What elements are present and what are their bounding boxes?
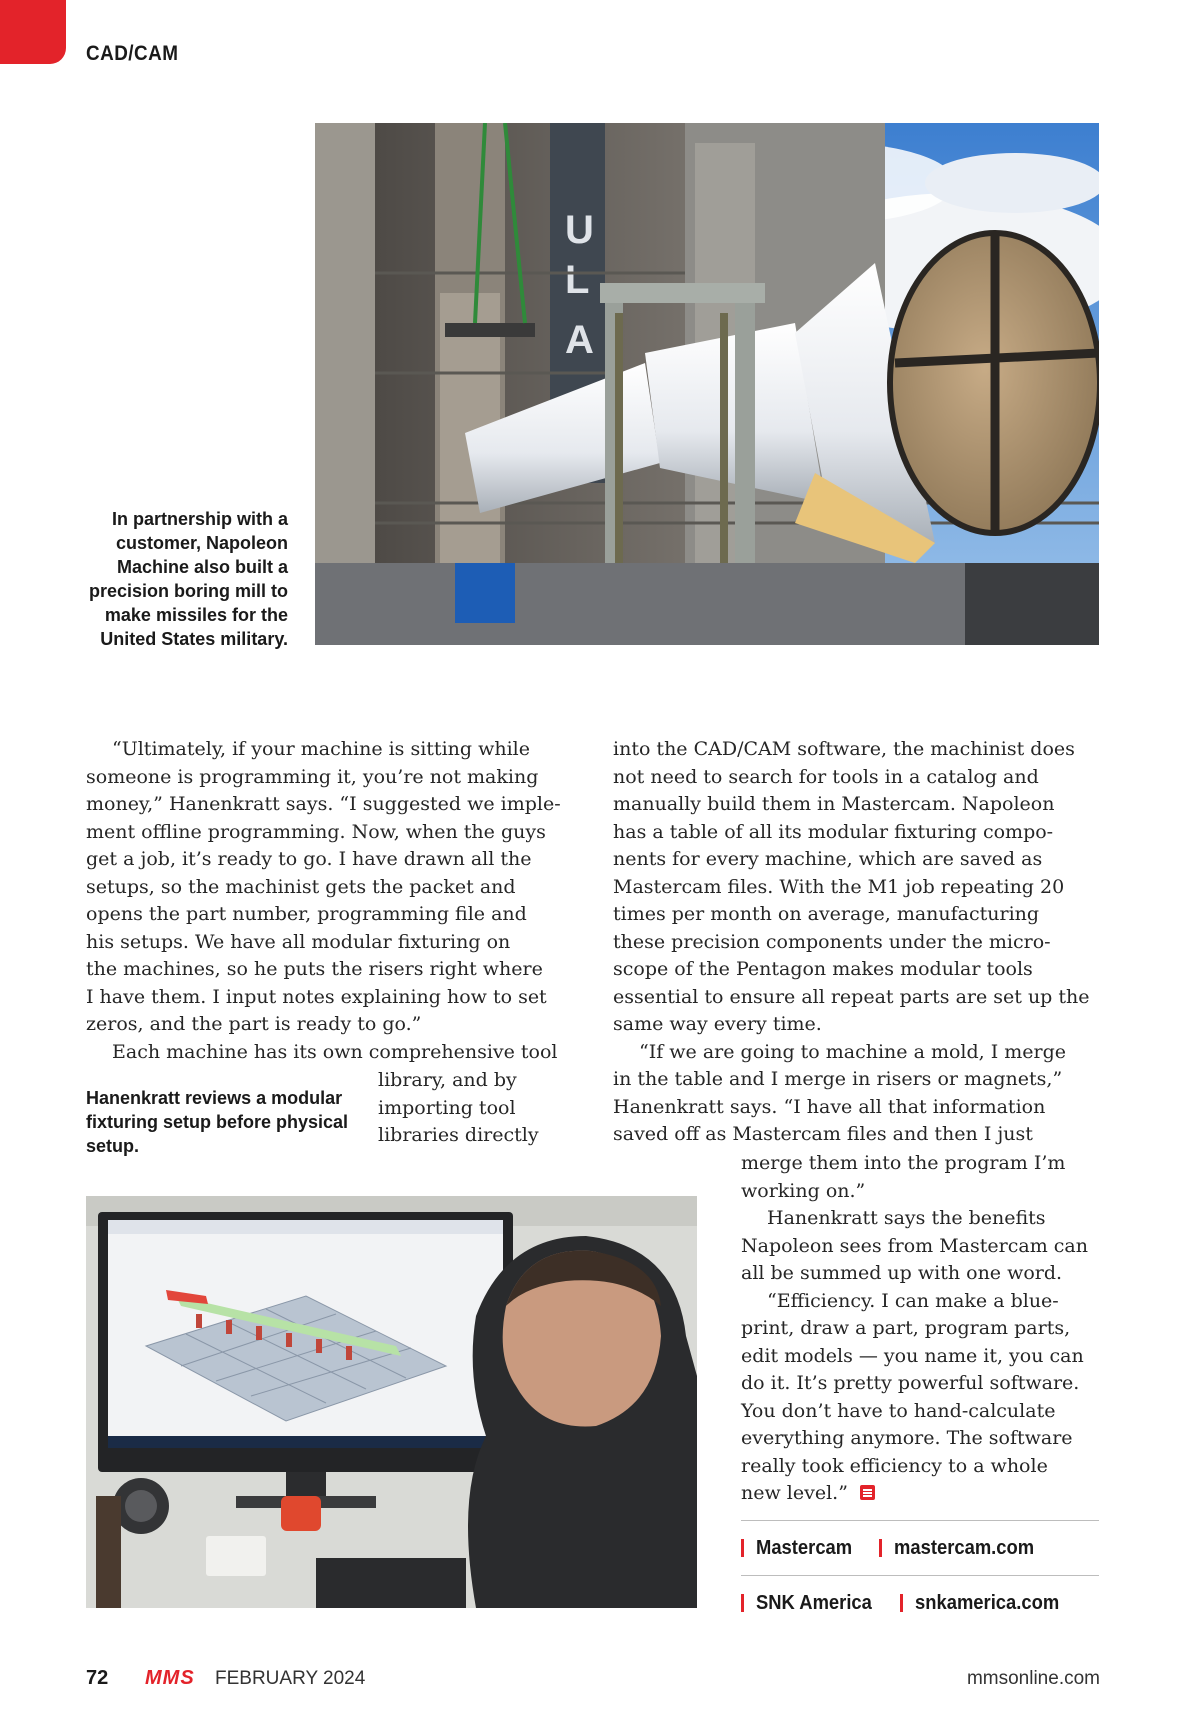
article-line: times per month on average, manufacturing: [613, 903, 1040, 925]
accent-bar: [900, 1594, 903, 1612]
article-line: “Efficiency. I can make a blue-: [767, 1289, 1059, 1312]
article-line: You don’t have to hand-calculate: [741, 1399, 1056, 1422]
article-line: into the CAD/CAM software, the machinist does: [613, 738, 1075, 760]
rocket-boring-mill-photo: [315, 123, 1099, 645]
resource-name: Mastercam: [756, 1536, 853, 1559]
tower-letter: L: [565, 258, 590, 302]
article-line: edit models — you name it, you can: [741, 1344, 1084, 1367]
article-line: manually build them in Mastercam. Napoleon: [613, 793, 1055, 815]
resource-links: [741, 1520, 1099, 1630]
article-line: “If we are going to machine a mold, I merge: [639, 1040, 1067, 1063]
article-column-2: [613, 736, 1090, 1149]
article-line: I have them. I input notes explaining how to set: [86, 985, 547, 1008]
magazine-logo: MMS: [145, 1667, 195, 1689]
tower-letter: A: [565, 318, 594, 362]
caption-line: Machine also built a: [116, 557, 288, 577]
caption-line: setup.: [86, 1136, 140, 1156]
article-line: libraries directly: [378, 1124, 539, 1146]
article-line: print, draw a part, program parts,: [741, 1317, 1071, 1339]
accent-bar: [879, 1539, 882, 1557]
article-line: really took efficiency to a whole: [741, 1454, 1048, 1477]
article-line: merge them into the program I’m: [741, 1152, 1066, 1174]
article-line: do it. It’s pretty powerful software.: [741, 1372, 1080, 1394]
article-line: nents for every machine, which are saved as: [613, 848, 1043, 870]
article-line: setups, so the machinist gets the packet and: [86, 875, 516, 898]
article-line: Hanenkratt says. “I have all that information: [613, 1095, 1046, 1118]
article-line: ment offline programming. Now, when the guys: [86, 820, 546, 843]
article-line: same way every time.: [613, 1013, 822, 1035]
section-label: CAD/CAM: [86, 42, 179, 65]
article-line: Mastercam files. With the M1 job repeating 20: [613, 875, 1065, 898]
article-final-line: [741, 1480, 1088, 1508]
article-line: scope of the Pentagon makes modular tools: [613, 958, 1033, 980]
caption-line: United States military.: [100, 629, 288, 649]
machinist-workstation-photo: [86, 1196, 697, 1608]
caption-line: precision boring mill to: [88, 581, 288, 601]
article-line: someone is programming it, you’re not making: [86, 765, 539, 788]
article-line: new level.”: [741, 1482, 848, 1504]
article-line: in the table and I merge in risers or magnets,”: [613, 1068, 1063, 1090]
page-number: 72: [86, 1667, 109, 1689]
website-link[interactable]: mmsonline.com: [966, 1668, 1100, 1689]
article-line: Hanenkratt says the benefits: [767, 1207, 1046, 1229]
accent-bar: [741, 1594, 744, 1612]
article-line: everything anymore. The software: [741, 1427, 1073, 1449]
article-line: zeros, and the part is ready to go.”: [86, 1013, 422, 1035]
article-line: opens the part number, programming file and: [86, 903, 527, 925]
article-line: get a job, it’s ready to go. I have drawn all the: [86, 848, 532, 870]
article-line: these precision components under the micro-: [613, 930, 1051, 953]
article-line: library, and by: [378, 1069, 517, 1091]
rocket-photo-caption: [88, 507, 288, 651]
section-tab-marker: [0, 0, 66, 64]
article-line: has a table of all its modular fixturing compo-: [613, 820, 1054, 843]
article-line: working on.”: [741, 1179, 866, 1202]
caption-line: Hanenkratt reviews a modular: [86, 1088, 343, 1108]
end-of-article-icon: [860, 1485, 875, 1500]
article-line: the machines, so he puts the risers right where: [86, 958, 543, 980]
caption-line: customer, Napoleon: [115, 533, 288, 553]
resource-link[interactable]: snkamerica.com: [914, 1591, 1060, 1614]
article-line: “Ultimately, if your machine is sitting while: [112, 738, 530, 760]
article-line: Each machine has its own comprehensive tool: [112, 1040, 558, 1063]
article-column-1-continued: [378, 1067, 539, 1150]
resource-link[interactable]: mastercam.com: [893, 1536, 1034, 1559]
article-line: not need to search for tools in a catalog and: [613, 765, 1039, 788]
machinist-photo-caption: [86, 1086, 351, 1158]
accent-bar: [741, 1539, 744, 1557]
caption-line: make missiles for the: [104, 605, 288, 625]
article-line: Napoleon sees from Mastercam can: [741, 1234, 1088, 1257]
caption-line: fixturing setup before physical: [86, 1112, 349, 1132]
tower-letter: U: [565, 208, 594, 252]
caption-line: In partnership with a: [111, 509, 288, 529]
article-line: his setups. We have all modular fixturing on: [86, 930, 511, 953]
article-line: all be summed up with one word.: [741, 1262, 1063, 1284]
article-column-1: [86, 736, 561, 1066]
article-line: essential to ensure all repeat parts are set up the: [613, 985, 1090, 1008]
resource-row: [741, 1520, 1099, 1575]
page-footer: [86, 1667, 1100, 1697]
article-line: importing tool: [378, 1096, 516, 1119]
article-line: money,” Hanenkratt says. “I suggested we imple-: [86, 793, 561, 815]
resource-name: SNK America: [756, 1591, 872, 1614]
article-line: saved off as Mastercam files and then I just: [613, 1123, 1033, 1145]
resource-row: [741, 1575, 1099, 1630]
article-column-2-continued: [741, 1150, 1088, 1508]
issue-date: FEBRUARY 2024: [215, 1668, 366, 1689]
